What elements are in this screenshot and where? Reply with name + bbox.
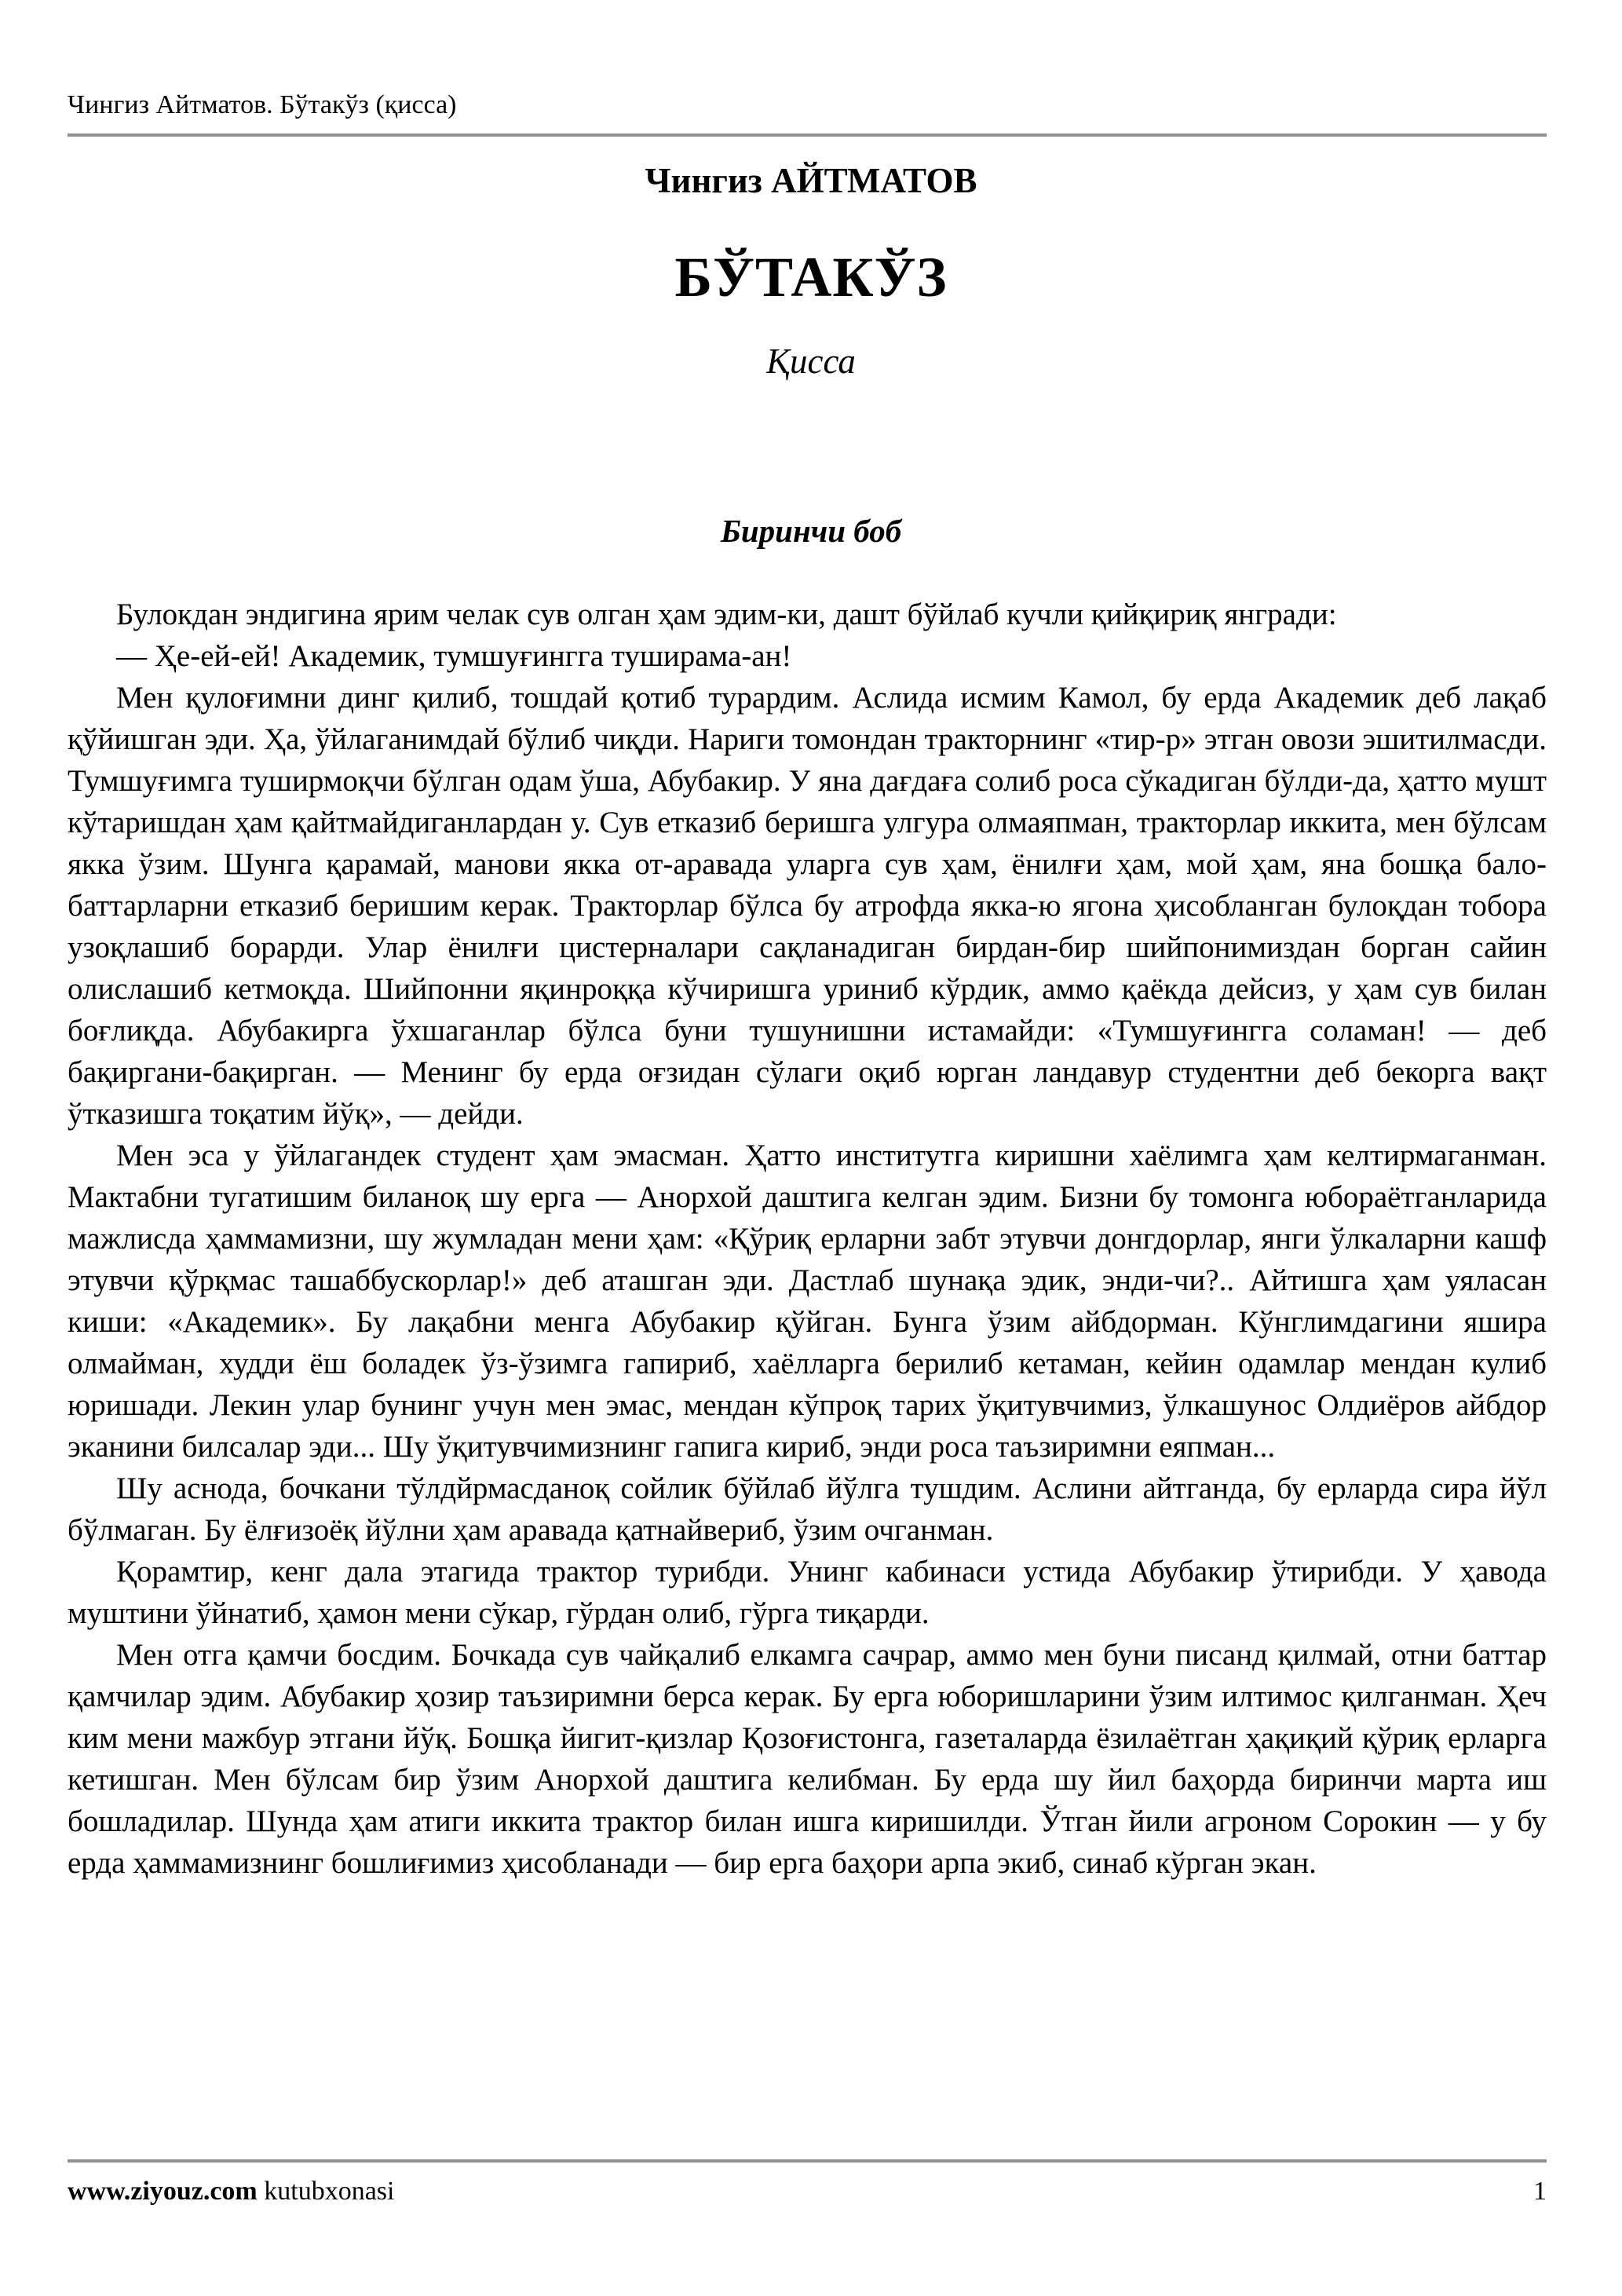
genre-subtitle: Қисса bbox=[766, 342, 856, 381]
body-text bbox=[68, 594, 1547, 1884]
running-header: Чингиз Айтматов. Бўтакўз (қисса) bbox=[68, 90, 457, 119]
paragraph: Мен эса у ўйлагандек студент ҳам эмасман. Ҳатто институтга киришни хаёлимга ҳам келтирмаганман. Мактабни тугатишим биланоқ шу ерга — Анорхой даштига келган эдим. Бизни бу томонга юбораётганларида мажлисда ҳаммамизни, шу жумладан мени ҳам: «Қўриқ ерларни забт этувчи донгдорлар, янги ўлкаларни кашф этувчи қўрқмас ташаббускорлар!» деб аташган эди. Дастлаб шунақа эдик, энди-чи?.. Айтишга ҳам уяласан киши: «Академик». Бу лақабни менга Абубакир қўйган. Бунга ўзим айбдорман. Кўнглимдагини яшира олмайман, худди ёш боладек ўз-ўзимга гапириб, хаёлларга берилиб кетаман, кейин одамлар мендан кулиб юришади. Лекин улар бунинг учун мен эмас, мендан кўпроқ тарих ўқитувчимиз, ўлкашунос Олдиёров айбдор эканини билсалар эди... Шу ўқитувчимизнинг гапига кириб, энди роса таъзиримни еяпман... bbox=[68, 1139, 1547, 1464]
footer-credit bbox=[68, 2177, 394, 2206]
footer-rule bbox=[68, 2159, 1547, 2163]
paragraph: Шу аснода, бочкани тўлдйрмасданоқ сойлик бўйлаб йўлга тушдим. Аслини айтганда, бу ерларда сира йўл бўлмаган. Бу ёлғизоёқ йўлни ҳам аравада қатнайвериб, ўзим очганман. bbox=[68, 1472, 1547, 1547]
chapter-heading: Биринчи боб bbox=[720, 513, 902, 549]
header-rule bbox=[68, 133, 1547, 137]
page-number: 1 bbox=[1533, 2177, 1547, 2206]
book-title: БЎТАКЎЗ bbox=[674, 246, 948, 309]
paragraph: Қорамтир, кенг дала этагида трактор турибди. Унинг кабинаси устида Абубакир ўтирибди. У ҳавода муштини ўйнатиб, ҳамон мени сўкар, гўрдан олиб, гўрга тиқарди. bbox=[68, 1555, 1547, 1630]
footer-library-label: kutubxonasi bbox=[264, 2177, 395, 2206]
paragraph: Мен отга қамчи босдим. Бочкада сув чайқалиб елкамга сачрар, аммо мен буни писанд қилмай, отни баттар қамчилар эдим. Абубакир ҳозир таъзиримни берса керак. Бу ерга юборишларини ўзим илтимос қилганман. Ҳеч ким мени мажбур этгани йўқ. Бошқа йигит-қизлар Қозоғистонга, газеталарда ёзилаётган ҳақиқий қўриқ ерларга кетишган. Мен бўлсам бир ўзим Анорхой даштига келибман. Бу ерда шу йил баҳорда биринчи марта иш бошладилар. Шунда ҳам атиги иккита трактор билан ишга киришилди. Ўтган йили агроном Сорокин — у бу ерда ҳаммамизнинг бошлиғимиз ҳисобланади — бир ерга баҳори арпа экиб, синаб кўрган экан. bbox=[68, 1638, 1547, 1880]
paragraph: Булокдан эндигина ярим челак сув олган ҳам эдим-ки, дашт бўйлаб кучли қийқириқ янгради: bbox=[116, 598, 1337, 631]
paragraph: — Ҳе-ей-ей! Академик, тумшуғингга туширама-ан! bbox=[116, 639, 792, 673]
paragraph: Мен қулоғимни динг қилиб, тошдай қотиб турардим. Аслида исмим Камол, бу ерда Академик деб лақаб қўйишган эди. Ҳа, ўйлаганимдай бўлиб чиқди. Нариги томондан тракторнинг «тир-р» этган овози эшитилмасди. Тумшуғимга туширмоқчи бўлган одам ўша, Абубакир. У яна дағдаға солиб роса сўкадиган бўлди-да, ҳатто мушт кўтаришдан ҳам қайтмайдиганлардан у. Сув етказиб беришга улгура олмаяпман, тракторлар иккита, мен бўлсам якка ўзим. Шунга қарамай, манови якка от-аравада уларга сув ҳам, ёнилғи ҳам, мой ҳам, яна бошқа бало-баттарларни етказиб беришим керак. Тракторлар бўлса бу атрофда якка-ю ягона ҳисобланган булоқдан тобора узоқлашиб борарди. Улар ёнилғи цистерналари сақланадиган бирдан-бир шийпонимиздан борган сайин олислашиб кетмоқда. Шийпонни яқинроққа кўчиришга уриниб кўрдик, аммо қаёкда дейсиз, у ҳам сув билан боғлиқда. Абубакирга ўхшаганлар бўлса буни тушунишни истамайди: «Тумшуғингга соламан! — деб бақиргани-бақирган. — Менинг бу ерда оғзидан сўлаги оқиб юрган ландавур студентни деб бекорга вақт ўтказишга тоқатим йўқ», — дейди. bbox=[68, 681, 1547, 1131]
footer bbox=[68, 2177, 1547, 2206]
author-name: Чингиз АЙТМАТОВ bbox=[645, 161, 977, 200]
footer-site-name: www.ziyouz.com bbox=[68, 2177, 258, 2206]
